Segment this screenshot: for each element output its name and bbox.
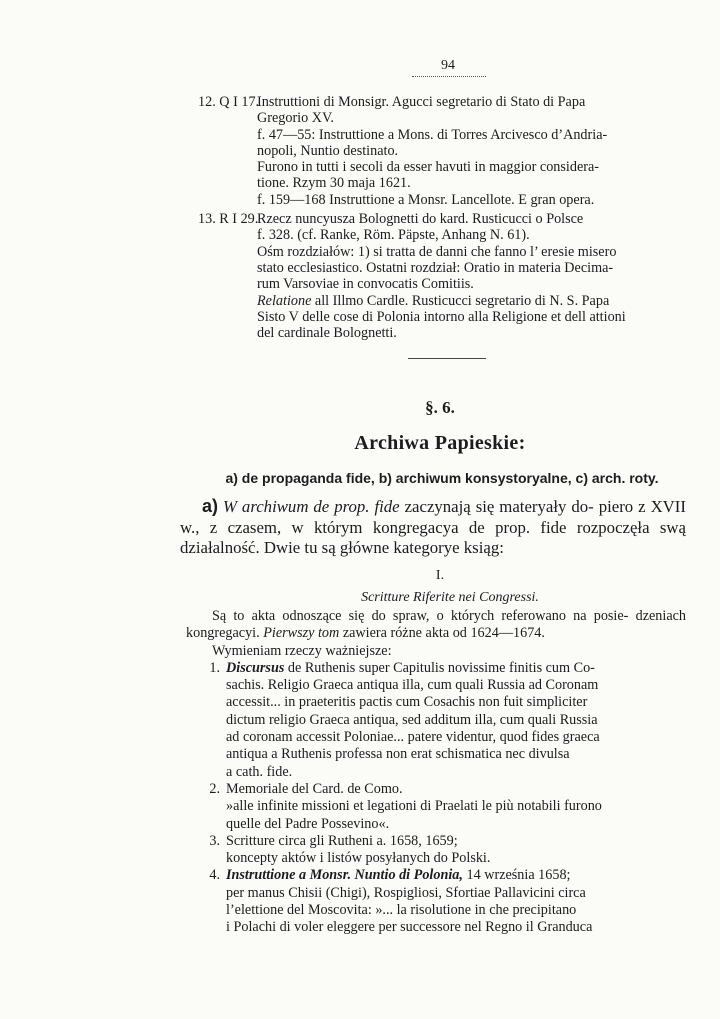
paragraph-a-text: zaczynają się materyały do- [404,497,594,516]
list-item [186,867,686,936]
entry-line: tione. Rzym 30 maja 1621. [257,175,411,192]
section-title: Archiwa Papieskie: [354,432,526,454]
entry-line: Gregorio XV. [257,110,334,127]
entry-title: Rzecz nuncyusza Bolognetti do kard. Rusticucci o Polsce [257,211,584,228]
item-line: accessit... in praeteritis pactis cum Cosachis non fuit simpliciter [226,694,588,711]
item-line: a cath. fide. [226,763,293,780]
item-title-rest: Scritture circa gli Rutheni a. 1658, 1659; [226,832,458,849]
intro-text: Są to akta odnoszące się do spraw, o których referowano na posie- [212,608,629,624]
entry-line: f. 159—168 Instruttione a Monsr. Lancellote. E gran opera. [257,191,595,208]
paragraph-a-italic: W archiwum de prop. fide [222,497,400,516]
item-line: »alle infinite missioni et legationi di Praelati le più notabili furono [226,798,602,815]
relatione-label: Relatione [257,292,312,309]
entry-id: 13. R I 29. [198,211,259,228]
entry-line: Sisto V delle cose di Polonia intorno alla Religione et dell attioni [257,308,626,325]
entry-line: all Illmo Cardle. Rusticucci segretario di N. S. Papa [314,292,610,309]
list-number: 3. [209,832,220,849]
page-number: 94 [441,58,455,73]
entry-line: Ośm rozdziałów: 1) si tratta de danni che fanno l’ eresie misero [257,243,617,260]
body-text [186,608,686,937]
item-line: koncepty aktów i listów posyłanych do Polski. [226,850,491,867]
catalog-entry-13 [198,211,686,341]
item-line: per manus Chisii (Chigi), Rospigliosi, Sfortiae Pallavicini circa [226,884,586,901]
paragraph-a-marker: a) [202,496,219,516]
item-line: ad coronam accessit Poloniae... patere videntur, quod fides graeca [226,729,600,746]
item-line: dictum religio Graeca antiqua, sed additum illa, cum quali Russia [226,711,598,728]
entry-title: Instruttioni di Monsigr. Agucci segretario di Stato di Papa [257,94,586,110]
roman-heading: I. [435,568,445,583]
list-item [186,660,686,781]
item-line: i Polachi di voler eleggere per successore nel Regno il Granduca [226,919,593,936]
item-line: quelle del Padre Possevino«. [226,815,390,832]
list-item [186,781,686,833]
entry-line: f. 47—55: Instruttione a Mons. di Torres Arcivesco d’Andria- [257,126,608,143]
list-number: 2. [209,780,220,797]
item-line: antiqua a Ruthenis professa non erat schismatica nec divulsa [226,746,570,763]
intro-text: zawiera różne akta od 1624—1674. [342,625,545,642]
section-number: §. 6. [425,398,455,417]
entry-line: del cardinale Bolognetti. [257,325,397,342]
page-number-rule [412,76,486,77]
intro-paragraph [186,608,686,643]
paragraph-a [180,496,686,559]
intro-text: Wymieniam rzeczy ważniejsze: [212,642,392,659]
list-number: 4. [209,867,220,884]
scritture-heading: Scritture Riferite nei Congressi. [361,590,539,605]
section-divider [408,358,486,359]
item-title-rest: 14 września 1658; [466,867,571,884]
item-title-rest: Memoriale del Card. de Como. [226,780,403,797]
intro-text: dzeniach kongregacyi. [186,608,687,642]
entry-line: Furono in tutti i secoli da esser havuti in maggior considera- [257,159,600,176]
entry-line: f. 328. (cf. Ranke, Röm. Päpste, Anhang N. 61). [257,227,530,244]
entry-line: rum Varsoviae in convocatis Comitiis. [257,276,474,293]
list-number: 1. [209,659,220,676]
item-title-rest: de Ruthenis super Capitulis novissime finitis cum Co- [287,659,595,676]
intro-italic: Pierwszy tom [263,625,340,642]
item-title: Discursus [226,659,285,676]
entry-id: 12. Q I 17. [198,94,260,110]
section-subtitle: a) de propaganda fide, b) archiwum konsystoryalne, c) arch. roty. [225,470,659,486]
paragraph-a-text: piero z XVII w., z czasem, w którym kongregacya de prop. fide [180,497,686,537]
item-line: sachis. Religio Graeca antiqua illa, cum quali Russia ad Coronam [226,677,599,694]
paragraph-a-text: rozpoczęła swą działalność. Dwie tu są główne kategorye ksiąg: [180,517,686,558]
item-title: Instruttione a Monsr. Nuntio di Polonia, [226,867,463,884]
entry-line: nopoli, Nuntio destinato. [257,142,399,159]
entry-line: stato ecclesiastico. Ostatni rozdział: Oratio in materia Decima- [257,259,614,276]
item-line: l’elettione del Moscovita: »... la risolutione in che precipitano [226,902,577,919]
list-item [186,833,686,868]
catalog-entry-12 [198,94,686,208]
catalog-entries [198,94,686,344]
